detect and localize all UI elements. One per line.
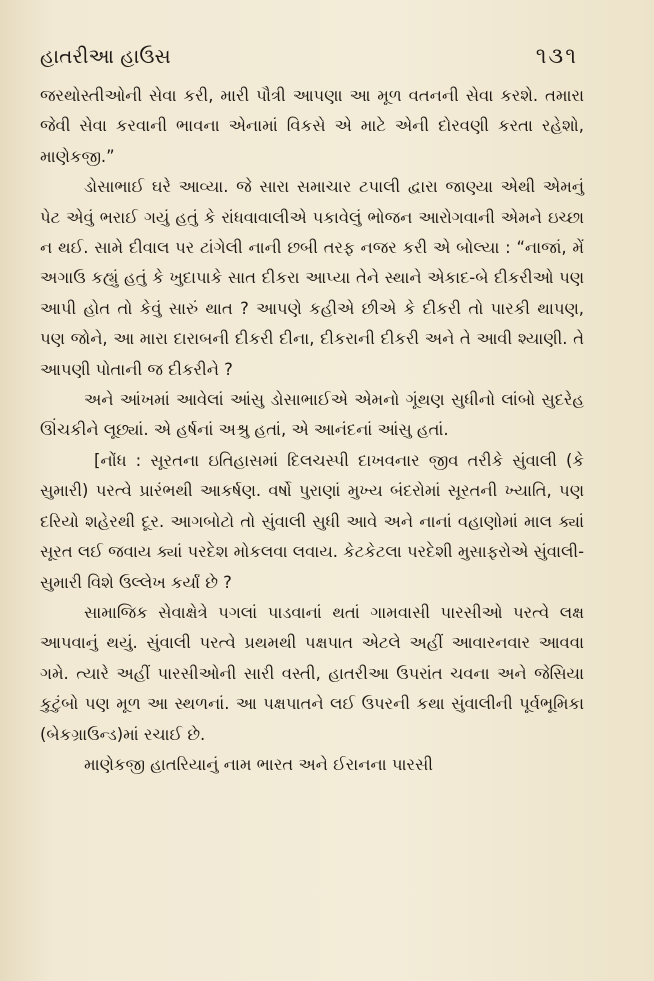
paragraph-3: અને આંખમાં આવેલાં આંસુ ડોસાભાઈએ એમનો ગૂંથણ સુધીનો લાંબો સુદરેહ ઊંચકીને લૂછ્યાં. એ હર્ષનાં અશ્રુ હતાં, એ આનંદનાં આંસુ હતાં. — [40, 390, 584, 440]
paragraph-2: ડોસાભાઈ ઘરે આવ્યા. જે સારા સમાચાર ટપાલી દ્વારા જાણ્યા એથી એમનું પેટ એવું ભરાઈ ગયું હતું કે રાંધવાવાલીએ પકાવેલું ભોજન આરોગવાની એમને ઇચ્છા ન થઈ. સામે દીવાલ પર ટાંગેલી નાની છબી તરફ નજર કરી એ બોલ્યા : “નાજાં, મેં અગાઉ કહ્યું હતું કે ખુદાપાકે સાત દીકરા આપ્યા તેને સ્થાને એકાદ-બે દીકરીઓ પણ આપી હોત તો કેવું સારું થાત ? આપણે કહીએ છીએ કે દીકરી તો પારકી થાપણ, પણ જોને, આ મારા દારાબની દીકરી દીના, દીકરાની દીકરી અને તે આવી શ્યાણી. તે આપણી પોતાની જ દીકરીને ? — [40, 177, 584, 379]
note-paragraph: [નોંધ : સૂરતના ઇતિહાસમાં દિલચસ્પી દાખવનાર જીવ તરીકે સુંવાલી (કે સુમારી) પરત્વે પ્રારંભથી આકર્ષણ. વર્ષો પુરાણાં મુખ્ય બંદરોમાં સૂરતની ખ્યાતિ, પણ દરિયો શહેરથી દૂર. આગબોટો તો સુંવાલી સુધી આવે અને નાનાં વહાણોમાં માલ ક્યાં સૂરત લઈ જવાય ક્યાં પરદેશ મોકલવા લવાય. કેટકેટલા પરદેશી મુસાફરોએ સુંવાલી-સુમારી વિશે ઉલ્લેખ કર્યાં છે ? — [40, 450, 584, 592]
running-title: હાતરીઆ હાઉસ — [40, 44, 171, 68]
body-text — [40, 81, 584, 780]
page-header — [40, 44, 584, 69]
page-number: ૧૩૧ — [535, 44, 578, 69]
paragraph-6: માણેકજી હાતરિયાનું નામ ભારત અને ઈરાનના પારસી — [84, 754, 433, 774]
paragraph-1: જરથોસ્તીઓની સેવા કરી, મારી પૌત્રી આપણા આ મૂળ વતનની સેવા કરશે. તમારા જેવી સેવા કરવાની ભાવના એનામાં વિકસે એ માટે એની દોરવણી કરતા રહેશો, માણેકજી.” — [40, 86, 584, 166]
paragraph-5: સામાજિક સેવાક્ષેત્રે પગલાં પાડવાનાં થતાં ગામવાસી પારસીઓ પરત્વે લક્ષ આપવાનું થયું. સુંવાલી પરત્વે પ્રથમથી પક્ષપાત એટલે અહીં આવારનવાર આવવા ગમે. ત્યારે અહીં પારસીઓની સારી વસ્તી, હાતરીઆ ઉપરાંત ચવના અને જેસિયા કુટુંબો પણ મૂળ આ સ્થળનાં. આ પક્ષપાતને લઈ ઉપરની કથા સુંવાલીની પૂર્વભૂમિકા (બેકગ્રાઉન્ડ)માં રચાઈ છે. — [40, 602, 584, 744]
